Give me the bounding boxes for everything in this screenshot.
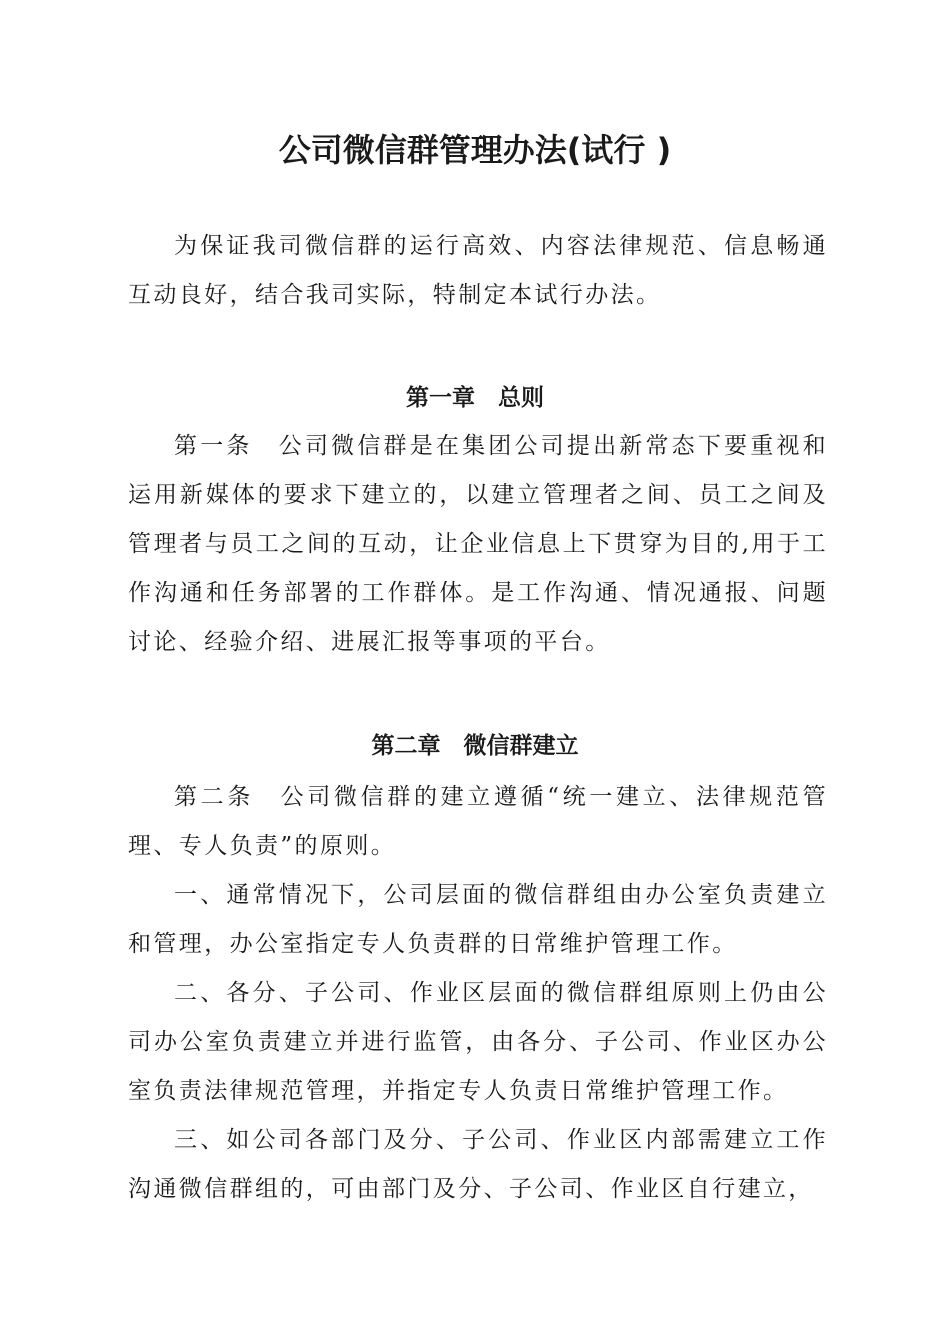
- clause-1-paragraph: 一、通常情况下，公司层面的微信群组由办公室负责建立和管理，办公室指定专人负责群的日常维护管理工作。: [128, 882, 828, 957]
- chapter-1-heading: 第一章 总则: [406, 385, 544, 411]
- article-2-paragraph: 第二条 公司微信群的建立遵循“统一建立、法律规范管理、专人负责”的原则。: [128, 784, 828, 859]
- chapter-2-heading: 第二章 微信群建立: [371, 733, 579, 759]
- intro-paragraph: 为保证我司微信群的运行高效、内容法律规范、信息畅通互动良好，结合我司实际，特制定本试行办法。: [128, 233, 828, 308]
- document-title: 公司微信群管理办法(试行 ): [278, 131, 672, 169]
- clause-3-paragraph: 三、如公司各部门及分、子公司、作业区内部需建立工作沟通微信群组的，可由部门及分、子公司、作业区自行建立，: [128, 1127, 828, 1202]
- clause-2-paragraph: 二、各分、子公司、作业区层面的微信群组原则上仍由公司办公室负责建立并进行监管，由各分、子公司、作业区办公室负责法律规范管理，并指定专人负责日常维护管理工作。: [128, 980, 828, 1104]
- article-1-paragraph: 第一条 公司微信群是在集团公司提出新常态下要重视和运用新媒体的要求下建立的，以建立管理者之间、员工之间及管理者与员工之间的互动，让企业信息上下贯穿为目的,用于工作沟通和任务部署的工作群体。是工作沟通、情况通报、问题讨论、经验介绍、进展汇报等事项的平台。: [128, 433, 828, 655]
